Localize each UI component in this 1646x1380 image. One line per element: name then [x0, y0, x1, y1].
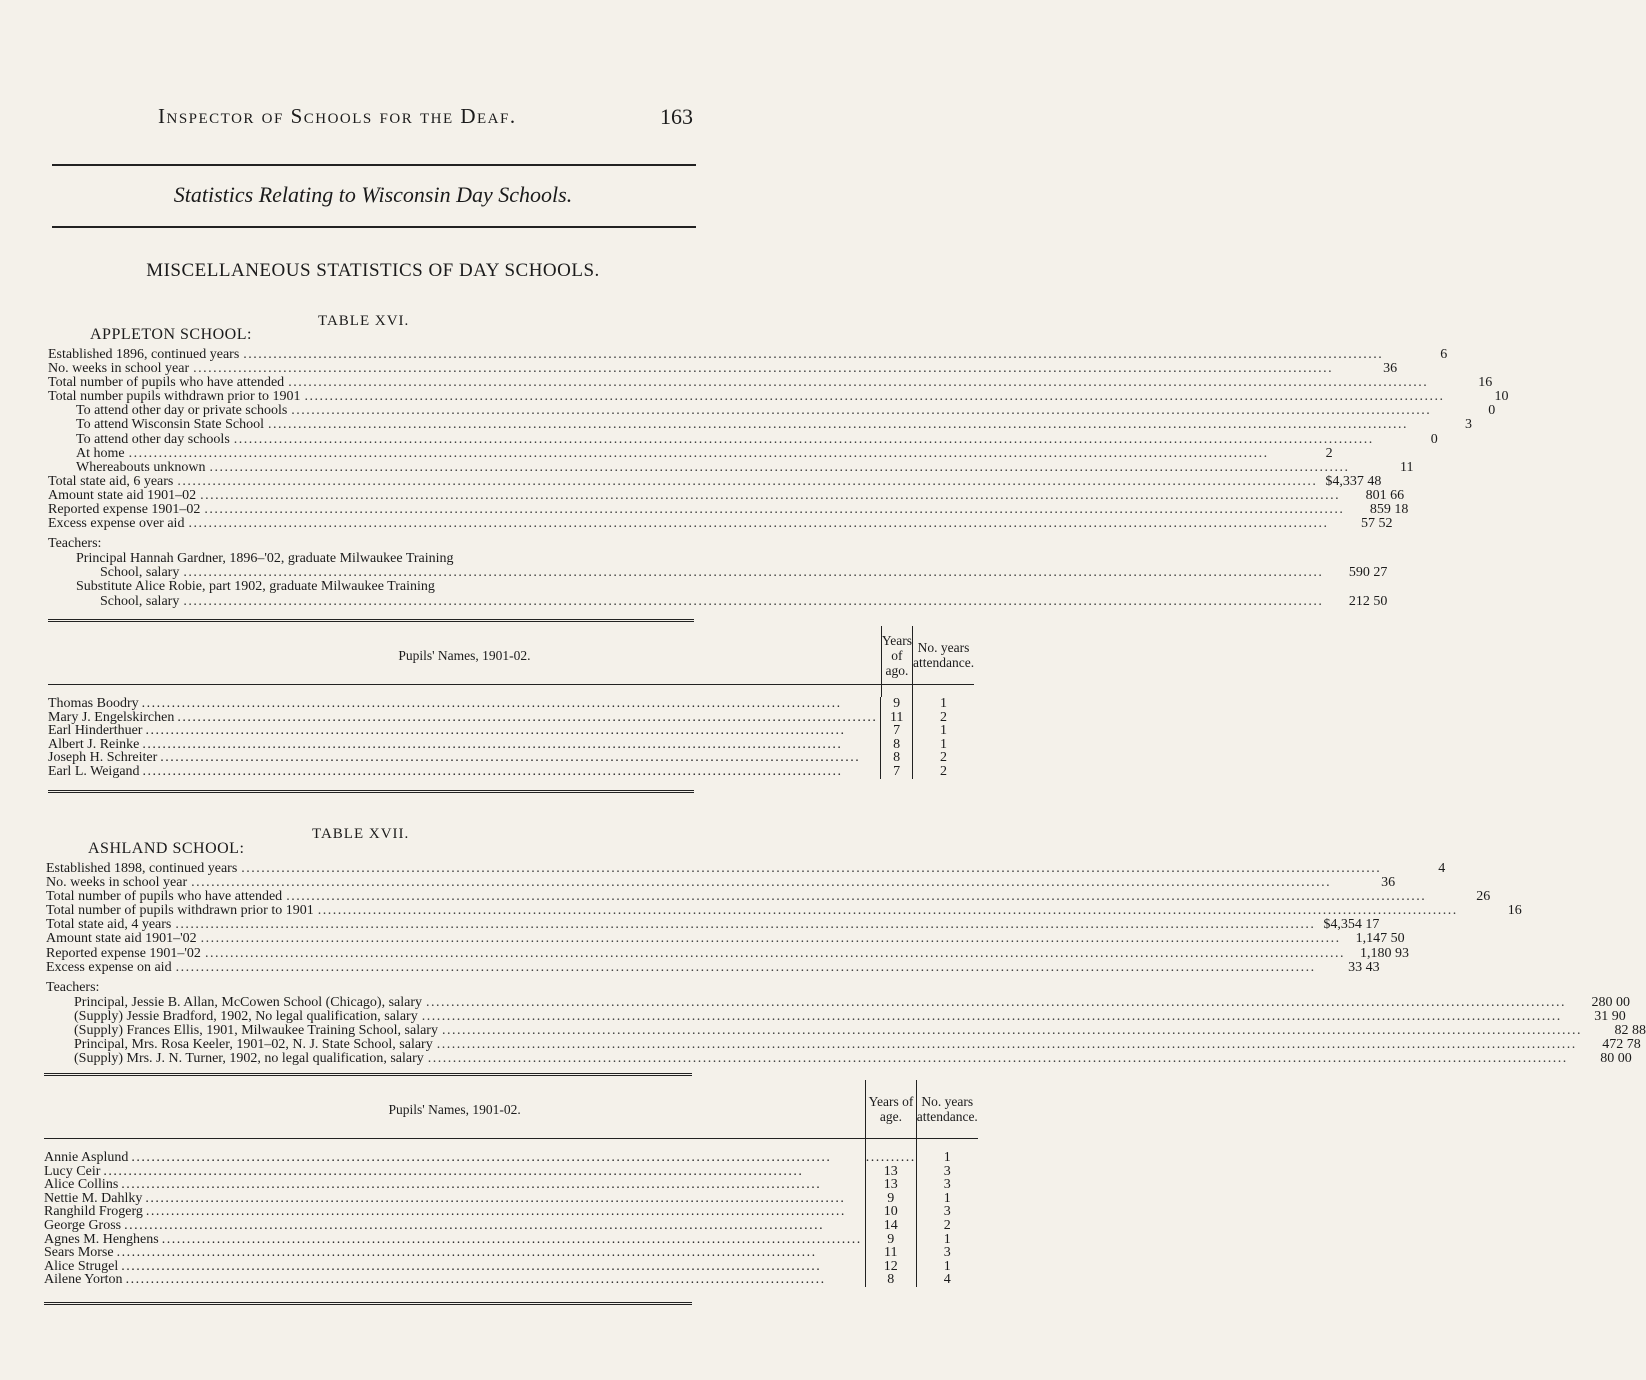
stat-row: No. weeks in school year ..... 36 — [46, 876, 694, 890]
top-rule — [52, 164, 696, 166]
appleton-pupils-table — [48, 626, 974, 779]
stat-row: Established 1896, continued years ..... 6 — [48, 348, 700, 362]
table-row: Ranghild Frogerg ..... 10 3 — [44, 1205, 978, 1219]
stat-row: At home ..... 2 — [48, 447, 700, 461]
table-row: Thomas Boodry ..... 9 1 — [48, 697, 974, 711]
stat-row: Reported expense 1901–'02 ..... 1,180 93 — [46, 947, 694, 961]
table-header-row — [44, 1080, 978, 1139]
stat-row: Excess expense on aid ..... 33 43 — [46, 961, 694, 975]
table-row: Agnes M. Henghens ..... 9 1 — [44, 1233, 978, 1247]
stat-row: To attend other day schools ..... 0 — [48, 433, 700, 447]
column-header-attendance: No. years attendance. — [916, 1080, 978, 1139]
teacher-line: School, salary ..... 212 50 — [48, 595, 700, 609]
main-title: MISCELLANEOUS STATISTICS OF DAY SCHOOLS. — [146, 260, 600, 281]
table-row: Mary J. Engelskirchen ..... 11 2 — [48, 711, 974, 725]
stat-row: Total number pupils withdrawn prior to 1901 ..... 10 — [48, 390, 700, 404]
teacher-line: Principal, Mrs. Rosa Keeler, 1901–02, N. J. State School, salary ..... 472 78 — [46, 1038, 694, 1052]
teachers-label: Teachers: — [46, 979, 100, 995]
ashland-pupils-table — [44, 1080, 978, 1287]
table-row: George Gross ..... 14 2 — [44, 1219, 978, 1233]
table-xvi-title: TABLE XVI. — [318, 313, 410, 329]
column-header-attendance: No. years attendance. — [913, 626, 975, 685]
table-row: Earl Hinderthuer ..... 7 1 — [48, 724, 974, 738]
appleton-table-bottom-rule — [48, 790, 694, 795]
ashland-table-bottom-rule — [44, 1302, 692, 1307]
page-number: 163 — [660, 104, 693, 129]
appleton-school-title: APPLETON SCHOOL: — [90, 326, 252, 343]
stat-row: Total state aid, 6 years ..... $4,337 48 — [48, 475, 700, 489]
stat-row: Reported expense 1901–02 ..... 859 18 — [48, 503, 700, 517]
teacher-line: Principal Hannah Gardner, 1896–'02, graduate Milwaukee Training — [76, 551, 454, 567]
table-row: Sears Morse ..... 11 3 — [44, 1246, 978, 1260]
teacher-line: (Supply) Mrs. J. N. Turner, 1902, no legal qualification, salary ..... 80 00 — [46, 1052, 694, 1066]
teacher-line: (Supply) Frances Ellis, 1901, Milwaukee Training School, salary ..... 82 88 — [46, 1024, 694, 1038]
column-header-age: Years of age. — [866, 1080, 917, 1139]
appleton-table-top-rule — [48, 619, 694, 624]
table-row: Joseph H. Schreiter ..... 8 2 — [48, 751, 974, 765]
table-row: Annie Asplund ..... .......... 1 — [44, 1151, 978, 1165]
table-row: Alice Collins ..... 13 3 — [44, 1178, 978, 1192]
teachers-label: Teachers: — [48, 536, 102, 552]
stat-row: To attend other day or private schools ..... 0 — [48, 404, 700, 418]
table-xvii-title: TABLE XVII. — [312, 826, 410, 842]
appleton-statistics — [48, 347, 1509, 609]
stat-row: Total state aid, 4 years ..... $4,354 17 — [46, 918, 694, 932]
stat-row: Whereabouts unknown ..... 11 — [48, 461, 700, 475]
table-row: Nettie M. Dahlky ..... 9 1 — [44, 1192, 978, 1206]
stat-row: Excess expense over aid ..... 57 52 — [48, 517, 700, 531]
stat-row: Total number of pupils who have attended ..... 16 — [48, 376, 700, 390]
stat-row: To attend Wisconsin State School ..... 3 — [48, 418, 700, 432]
table-header-row — [48, 626, 974, 685]
stat-row: Total number of pupils withdrawn prior to 1901 ..... 16 — [46, 904, 694, 918]
teacher-line: Principal, Jessie B. Allan, McCowen School (Chicago), salary ..... 280 00 — [46, 996, 694, 1010]
section-rule — [52, 226, 696, 228]
table-row: Albert J. Reinke ..... 8 1 — [48, 738, 974, 752]
column-header-names: Pupils' Names, 1901-02. — [44, 1080, 866, 1139]
stat-row: No. weeks in school year ..... 36 — [48, 362, 700, 376]
stat-row: Amount state aid 1901–'02 ..... 1,147 50 — [46, 932, 694, 946]
ashland-school-title: ASHLAND SCHOOL: — [88, 840, 245, 857]
stat-row: Established 1898, continued years ..... 4 — [46, 862, 694, 876]
teacher-line: Substitute Alice Robie, part 1902, graduate Milwaukee Training — [76, 579, 435, 595]
stat-row: Amount state aid 1901–02 ..... 801 66 — [48, 489, 700, 503]
section-title: Statistics Relating to Wisconsin Day Schools. — [173, 182, 573, 207]
ashland-statistics — [46, 861, 1646, 1067]
running-head — [0, 104, 862, 134]
teacher-line: School, salary ..... 590 27 — [48, 566, 700, 580]
ashland-table-top-rule — [44, 1073, 692, 1078]
table-row: Ailene Yorton ..... 8 4 — [44, 1273, 978, 1287]
running-title: Inspector of Schools for the Deaf. — [158, 104, 517, 128]
table-row: Earl L. Weigand ..... 7 2 — [48, 765, 974, 779]
teacher-line: (Supply) Jessie Bradford, 1902, No legal qualification, salary ..... 31 90 — [46, 1010, 694, 1024]
table-row: Alice Strugel ..... 12 1 — [44, 1260, 978, 1274]
table-row: Lucy Ceir ..... 13 3 — [44, 1165, 978, 1179]
column-header-age: Years of ago. — [881, 626, 912, 685]
stat-row: Total number of pupils who have attended ..... 26 — [46, 890, 694, 904]
column-header-names: Pupils' Names, 1901-02. — [48, 626, 881, 685]
